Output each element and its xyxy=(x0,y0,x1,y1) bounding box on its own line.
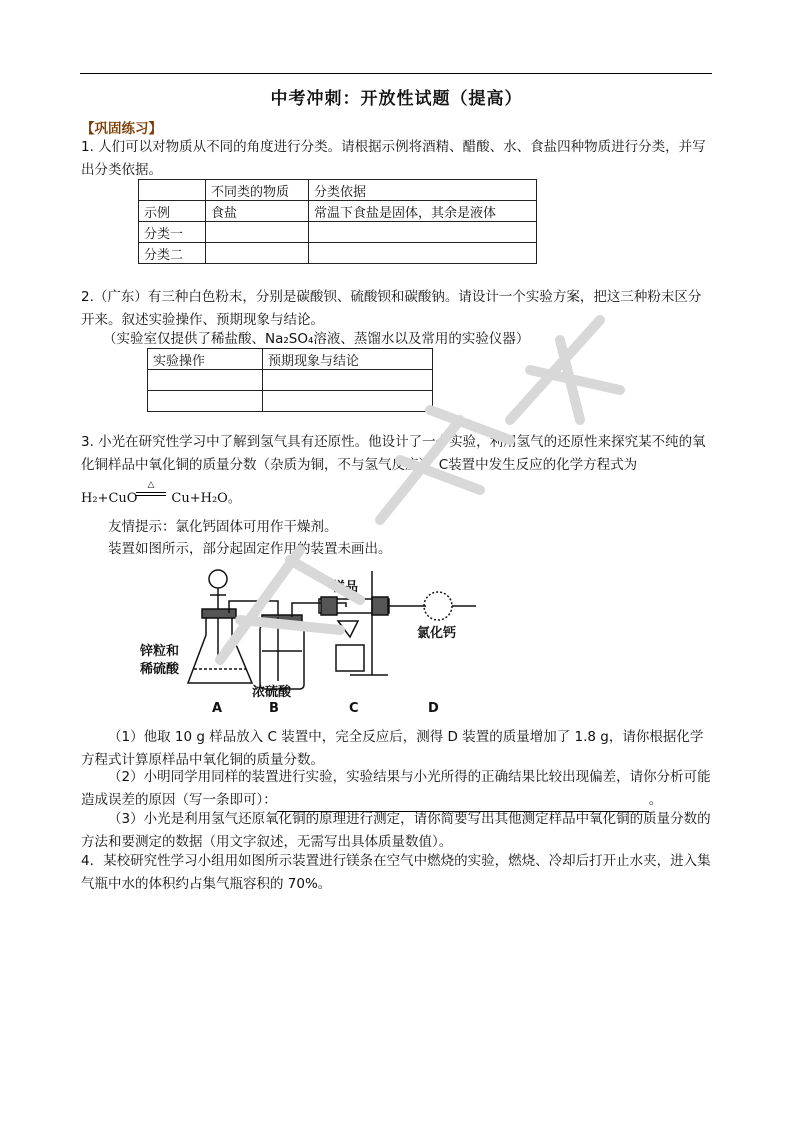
label-a: A xyxy=(212,701,223,715)
table-cell: 实验操作 xyxy=(148,349,263,370)
label-b: B xyxy=(269,701,279,715)
stopper-a xyxy=(202,609,236,618)
table-cell xyxy=(148,370,263,391)
question-3-figure-note: 装置如图所示，部分起固定作用的装置未画出。 xyxy=(108,541,392,557)
section-label: 【巩固练习】 xyxy=(81,121,162,137)
stopper-b xyxy=(262,615,302,625)
label-d: D xyxy=(428,701,439,715)
question-1-table xyxy=(138,179,537,264)
equals-sign xyxy=(136,492,166,496)
drying-bulb-d xyxy=(424,592,452,620)
lamp-flame xyxy=(338,621,358,637)
lamp-c xyxy=(336,645,364,671)
funnel-bulb xyxy=(209,570,227,588)
table-cell: 不同类的物质 xyxy=(206,180,309,201)
table-cell: 示例 xyxy=(139,201,206,222)
table-cell xyxy=(263,391,433,412)
table-header-row xyxy=(148,349,433,370)
table-cell xyxy=(309,243,537,264)
label-conc-acid: 浓硫酸 xyxy=(252,685,292,700)
table-cell: 分类二 xyxy=(139,243,206,264)
stopper-c-right xyxy=(372,597,388,615)
stopper-c-left xyxy=(321,597,337,615)
table-row xyxy=(148,391,433,412)
question-4-text: 4．某校研究性学习小组用如图所示装置进行镁条在空气中燃烧的实验，燃烧、冷却后打开止水夹，进入集气瓶中水的体积约占集气瓶容积的 70%。 xyxy=(81,853,711,892)
table-cell: 常温下食盐是固体，其余是液体 xyxy=(309,201,537,222)
label-cacl2: 氯化钙 xyxy=(417,626,457,641)
heat-condition-sign xyxy=(136,480,166,496)
page-title: 中考冲刺：开放性试题（提高） xyxy=(270,89,523,109)
heat-triangle: △ xyxy=(147,480,155,490)
table-row xyxy=(139,222,537,243)
table-cell xyxy=(148,391,263,412)
question-2-table xyxy=(147,348,433,412)
label-zinc: 锌粒和 xyxy=(140,644,180,659)
apparatus-figure xyxy=(136,565,486,715)
table-cell xyxy=(139,180,206,201)
label-sample: 样品 xyxy=(332,580,359,595)
table-row xyxy=(139,201,537,222)
sub-2-end: 。 xyxy=(648,792,663,808)
question-1-text: 1. 人们可以对物质从不同的角度进行分类。请根据示例将酒精、醋酸、水、食盐四种物质进行分类，并写出分类依据。 xyxy=(81,139,706,178)
table-cell: 食盐 xyxy=(206,201,309,222)
bottle-b xyxy=(260,625,304,689)
label-dilute-acid: 稀硫酸 xyxy=(140,662,180,677)
table-cell: 分类一 xyxy=(139,222,206,243)
table-cell xyxy=(263,370,433,391)
table-cell: 预期现象与结论 xyxy=(263,349,433,370)
table-cell xyxy=(309,222,537,243)
table-cell xyxy=(206,222,309,243)
table-cell xyxy=(206,243,309,264)
header-rule xyxy=(80,73,712,74)
sub-2-text: （2）小明同学用同样的装置进行实验，实验结果与小光所得的正确结果比较出现偏差，请你分析可能造成误差的原因（写一条即可）： xyxy=(81,769,711,808)
question-3-text: 3. 小光在研究性学习中了解到氢气具有还原性。他设计了一个实验，利用氢气的还原性来探究某不纯的氧化铜样品中氧化铜的质量分数（杂质为铜，不与氢气反应），C装置中发生反应的化学方程式为 xyxy=(81,434,706,473)
question-3-sub-2 xyxy=(81,766,713,812)
question-2-note: （实验室仅提供了稀盐酸、Na₂SO₄溶液、蒸馏水以及常用的实验仪器） xyxy=(103,331,530,347)
label-c: C xyxy=(349,701,359,715)
flask-a xyxy=(188,615,252,683)
question-3-hint: 友情提示：氯化钙固体可用作干燥剂。 xyxy=(108,519,338,535)
question-2-text: 2.（广东）有三种白色粉末，分别是碳酸钡、硫酸钡和碳酸钠。请设计一个实验方案，把这三种粉末区分开来。叙述实验操作、预期现象与结论。 xyxy=(81,289,702,328)
equation-reactants: H₂+CuO xyxy=(81,491,138,506)
table-row xyxy=(148,370,433,391)
question-3-sub-1: （1）他取 10 g 样品放入 C 装置中，完全反应后，测得 D 装置的质量增加了 1.8 g，请你根据化学方程式计算原样品中氧化铜的质量分数。 xyxy=(81,729,704,768)
equation-products: Cu+H₂O。 xyxy=(171,491,241,506)
table-cell: 分类依据 xyxy=(309,180,537,201)
question-3-sub-3: （3）小光是利用氢气还原氧化铜的原理进行测定，请你简要写出其他测定样品中氧化铜的质量分数的方法和要测定的数据（用文字叙述，无需写出具体质量数值）。 xyxy=(81,811,711,850)
table-header-row xyxy=(139,180,537,201)
table-row xyxy=(139,243,537,264)
